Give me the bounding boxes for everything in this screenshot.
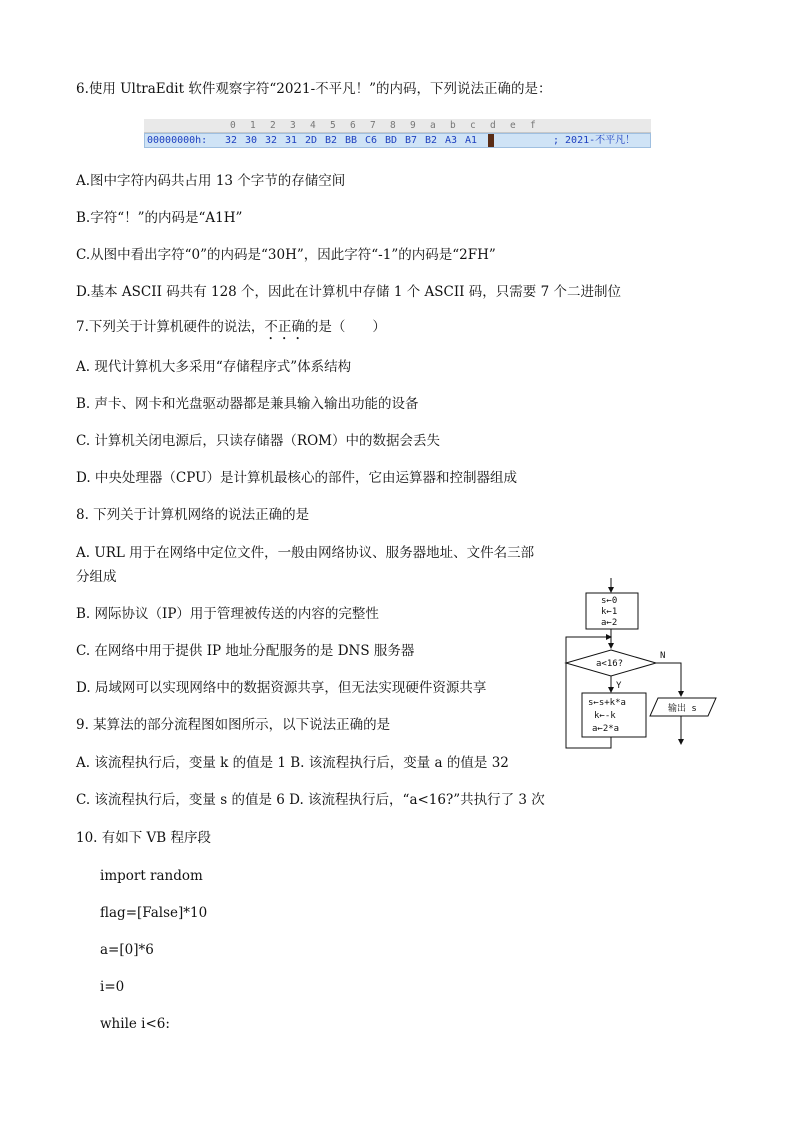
q8-stem: 8. 下列关于计算机网络的说法正确的是: [76, 507, 310, 523]
q8-option-a-line2: 分组成: [76, 569, 117, 585]
hex-col-2: 2: [270, 120, 276, 131]
flow-init-line: s←0: [601, 596, 618, 606]
hex-col-6: 6: [350, 120, 356, 131]
hex-byte: 31: [285, 135, 298, 146]
hex-address: 00000000h:: [147, 135, 208, 146]
q7-stem: [76, 318, 386, 343]
q7-option-b: B. 声卡、网卡和光盘驱动器都是兼具输入输出功能的设备: [76, 396, 419, 412]
hex-col-a: a: [430, 120, 436, 131]
flow-no-label: N: [660, 651, 666, 661]
q9-stem: 9. 某算法的部分流程图如图所示，以下说法正确的是: [76, 717, 391, 733]
q7-stem-a: 7.下列关于计算机硬件的说法，: [76, 319, 265, 335]
hex-byte: B7: [405, 135, 418, 146]
q9-options-ab: A. 该流程执行后，变量 k 的值是 1 B. 该流程执行后，变量 a 的值是 32: [76, 755, 509, 771]
flow-yes-label: Y: [616, 681, 622, 691]
hex-col-c: c: [470, 120, 476, 131]
q6-option-c: C.从图中看出字符“0”的内码是“30H”，因此字符“-1”的内码是“2FH”: [76, 247, 496, 263]
q6-option-d: D.基本 ASCII 码共有 128 个，因此在计算机中存储 1 个 ASCII 码，只需要 7 个二进制位: [76, 284, 621, 300]
hex-col-7: 7: [370, 120, 376, 131]
q8-option-d: D. 局域网可以实现网络中的数据资源共享，但无法实现硬件资源共享: [76, 680, 487, 696]
flow-condition: a<16?: [596, 659, 624, 669]
q8-option-c: C. 在网络中用于提供 IP 地址分配服务的是 DNS 服务器: [76, 643, 415, 659]
flow-body-line: a←2*a: [592, 724, 620, 734]
hex-byte: 32: [265, 135, 278, 146]
q10-stem: 10. 有如下 VB 程序段: [76, 830, 212, 846]
code-line: flag=[False]*10: [100, 905, 208, 921]
hex-col-4: 4: [310, 120, 316, 131]
flow-body-line: k←-k: [594, 711, 616, 721]
q7-stem-b: 的是（ ）: [304, 319, 386, 335]
q6-option-a: A.图中字符内码共占用 13 个字节的存储空间: [76, 173, 346, 189]
code-line: import random: [100, 868, 203, 884]
q7-option-c: C. 计算机关闭电源后，只读存储器（ROM）中的数据会丢失: [76, 433, 440, 449]
code-line: a=[0]*6: [100, 942, 154, 958]
q9-options-cd: C. 该流程执行后，变量 s 的值是 6 D. 该流程执行后，“a<16?”共执行了 3 次: [76, 792, 545, 808]
hex-col-3: 3: [290, 120, 296, 131]
hex-byte: C6: [365, 135, 378, 146]
hex-col-5: 5: [330, 120, 336, 131]
hex-col-1: 1: [250, 120, 256, 131]
hex-col-9: 9: [410, 120, 416, 131]
code-line: while i<6:: [100, 1016, 170, 1032]
q7-stem-emphasis: 不正确: [264, 319, 305, 335]
q6-option-b: B.字符“！”的内码是“A1H”: [76, 210, 243, 226]
hex-col-0: 0: [230, 120, 236, 131]
flow-output-text: 输出 s: [668, 704, 697, 714]
text-cursor: [488, 134, 494, 147]
hex-byte: BD: [385, 135, 398, 146]
hex-byte: B2: [325, 135, 338, 146]
hex-col-d: d: [490, 120, 496, 131]
flow-body-line: s←s+k*a: [588, 698, 626, 708]
hex-col-8: 8: [390, 120, 396, 131]
flow-no-branch: [656, 663, 681, 696]
flow-init-line: a←2: [601, 618, 618, 628]
q8-option-b: B. 网际协议（IP）用于管理被传送的内容的完整性: [76, 606, 379, 622]
q6-stem: 6.使用 UltraEdit 软件观察字符“2021-不平凡！”的内码，下列说法正确的是：: [76, 81, 552, 97]
hex-byte: A3: [445, 135, 458, 146]
hex-byte: BB: [345, 135, 358, 146]
hex-byte: 30: [245, 135, 258, 146]
hex-data-row: [144, 133, 651, 148]
flowchart: [556, 578, 736, 753]
hex-col-f: f: [530, 120, 536, 131]
hex-col-e: e: [510, 120, 516, 131]
hex-col-b: b: [450, 120, 456, 131]
hex-byte: A1: [465, 135, 478, 146]
hex-header: [144, 119, 651, 133]
hex-byte: B2: [425, 135, 438, 146]
q8-option-a-line1: A. URL 用于在网络中定位文件，一般由网络协议、服务器地址、文件名三部: [76, 545, 535, 561]
code-line: i=0: [100, 979, 125, 995]
hex-byte: 32: [225, 135, 238, 146]
flow-init-line: k←1: [601, 607, 618, 617]
q7-option-a: A. 现代计算机大多采用“存储程序式”体系结构: [76, 359, 352, 375]
hex-byte: 2D: [305, 135, 318, 146]
hex-viewer: [144, 119, 651, 149]
q7-option-d: D. 中央处理器（CPU）是计算机最核心的部件，它由运算器和控制器组成: [76, 470, 517, 486]
hex-text-column: ; 2021-不平凡！: [553, 135, 636, 146]
